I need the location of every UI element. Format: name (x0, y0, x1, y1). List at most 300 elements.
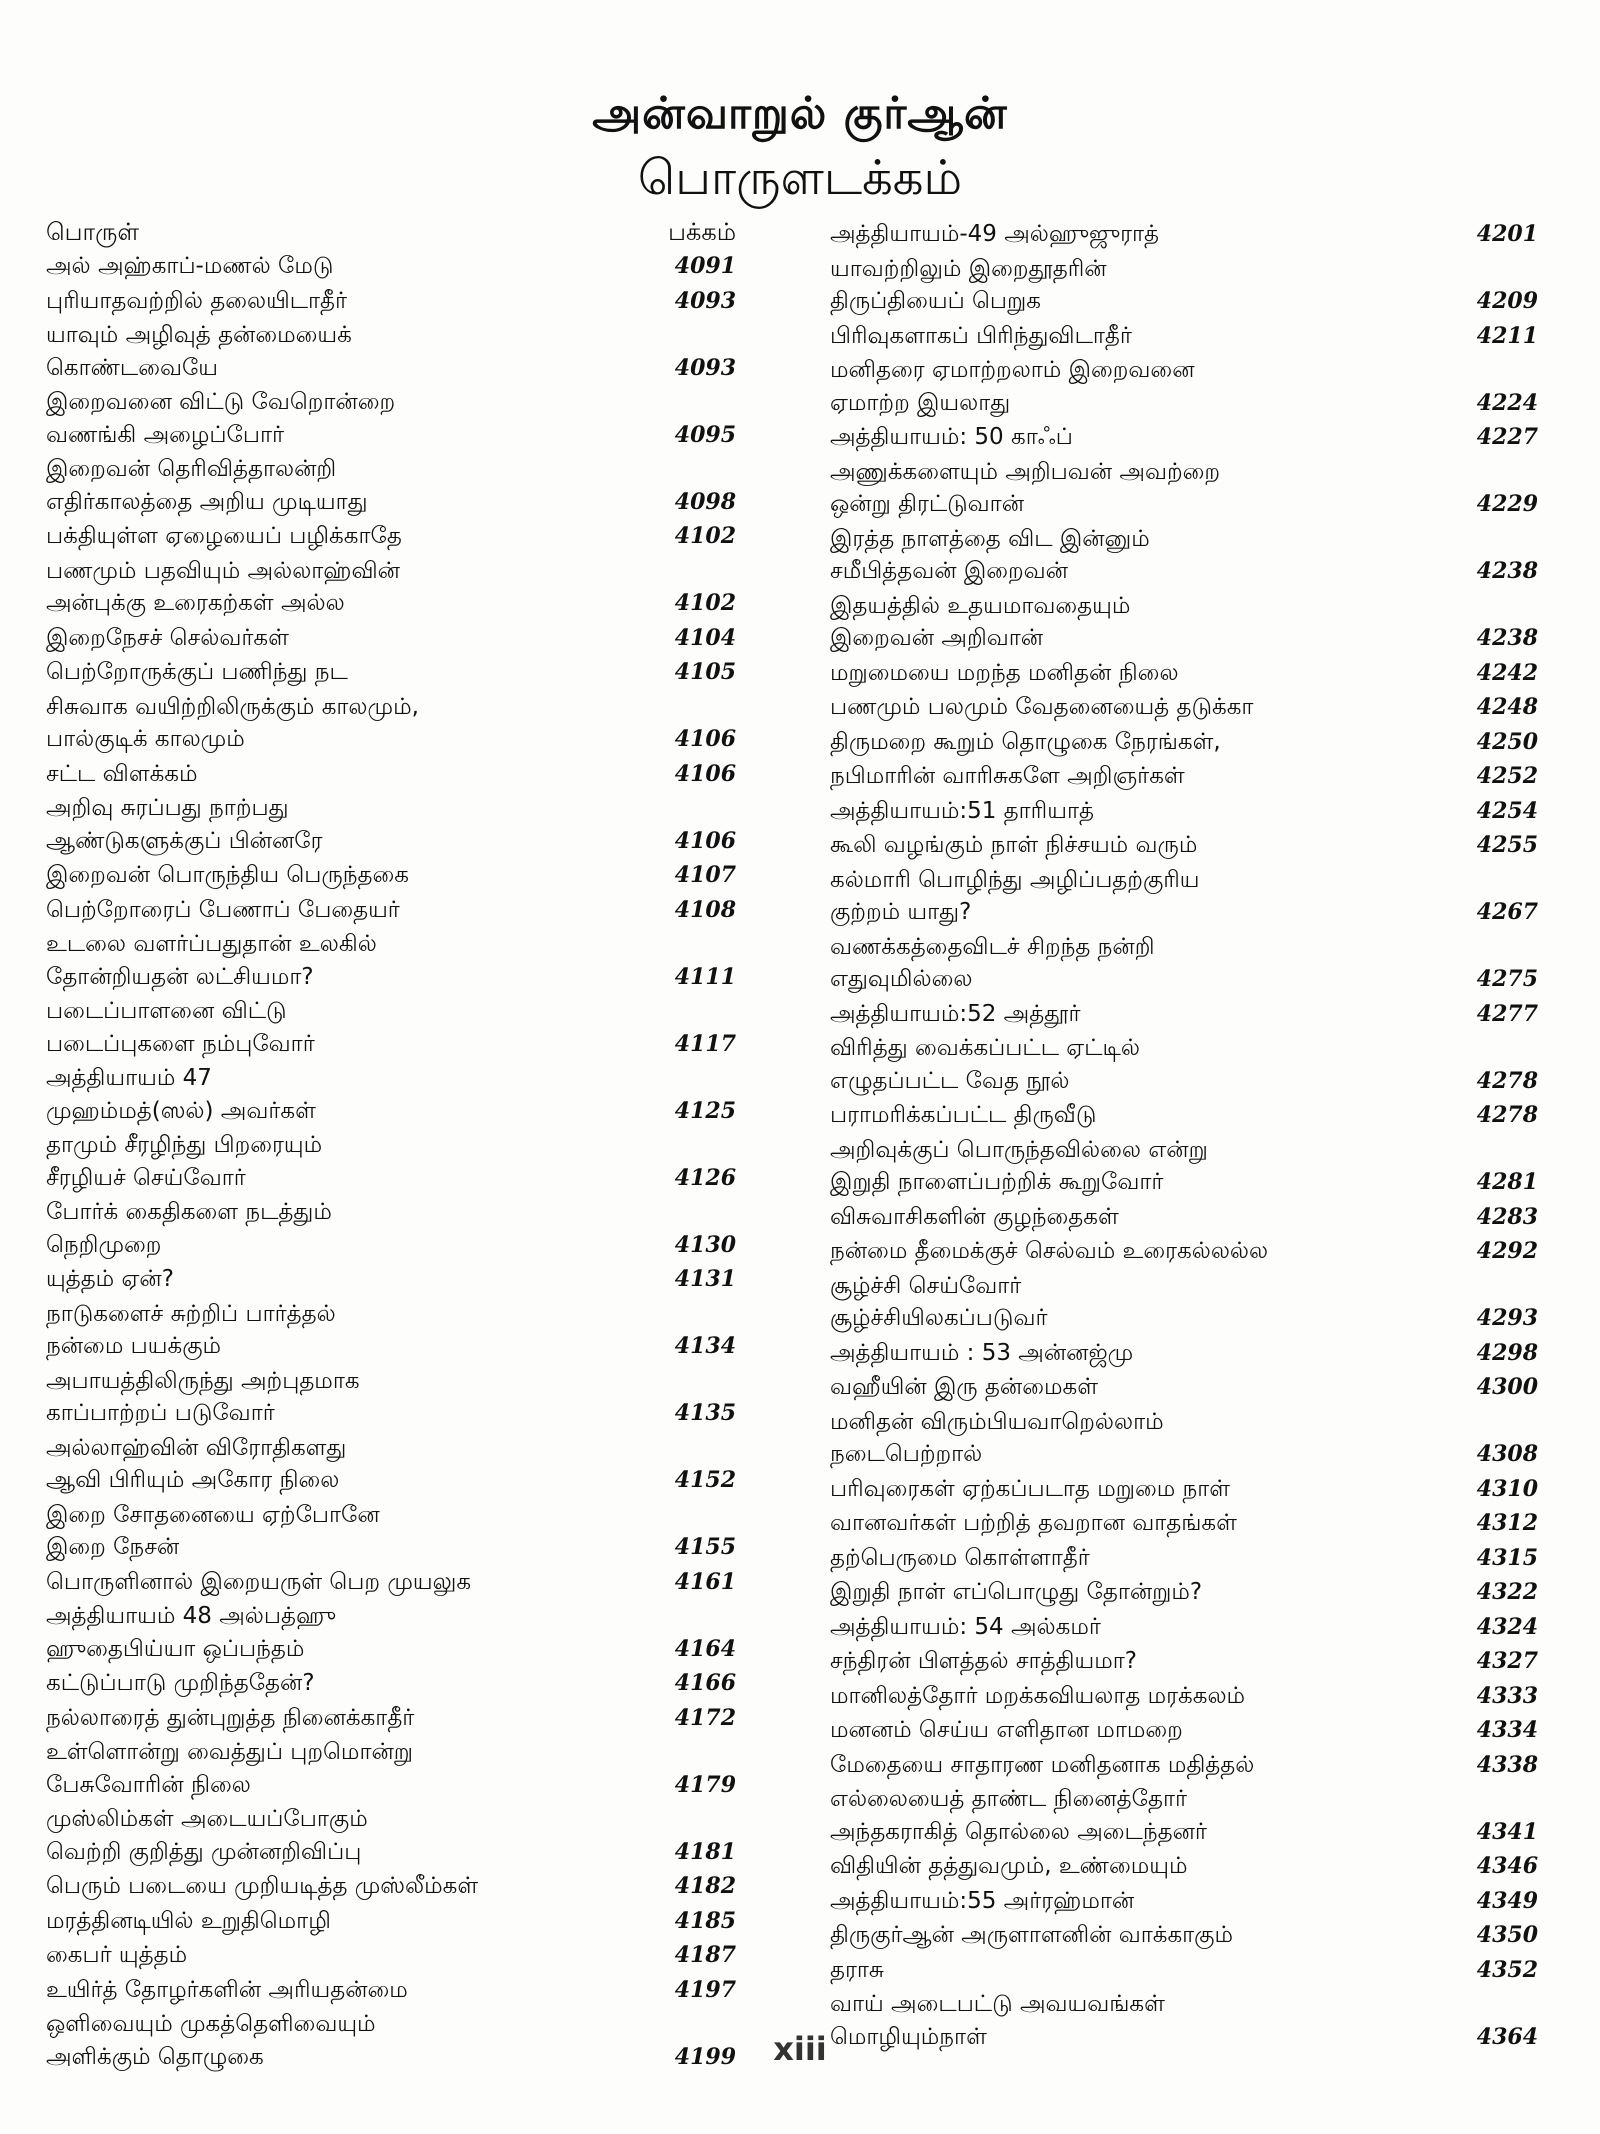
toc-entry-page: 4238 (1476, 558, 1538, 584)
toc-entry-line: பெற்றோரைப் பேணாப் பேதையர் (46, 896, 400, 923)
toc-entry-line: அத்தியாயம்:55 அர்ரஹ்மான் (830, 1887, 1135, 1914)
toc-entry-line: வஹீயின் இரு தன்மைகள் (830, 1374, 1098, 1400)
toc-entry-line: அத்தியாயம்:52 அத்தூர் (830, 1000, 1081, 1027)
toc-entry-line: வானவர்கள் பற்றித் தவறான வாதங்கள் (830, 1510, 1237, 1536)
toc-entry-title (830, 829, 1428, 862)
toc-entry-line: திருகுர்ஆன் அருளாளனின் வாக்காகும் (830, 1922, 1233, 1948)
toc-entry-line: இறைவன் அறிவான் (830, 625, 1044, 651)
toc-entry (830, 1850, 1538, 1883)
toc-entry-line: மரத்தினடியில் உறுதிமொழி (46, 1907, 331, 1934)
toc-entry-line: வெற்றி குறித்து முன்னறிவிப்பு (46, 1838, 362, 1865)
toc-entry (46, 1566, 736, 1599)
toc-entry (830, 1406, 1538, 1471)
toc-entry-page: 4227 (1476, 424, 1538, 450)
toc-entry (830, 1337, 1538, 1370)
toc-entry-title (830, 1473, 1428, 1506)
toc-entry (830, 590, 1538, 655)
toc-entry-title (830, 320, 1428, 353)
toc-entry-title (46, 285, 626, 318)
toc-entry-line: படைப்பாளனை விட்டு (46, 998, 287, 1024)
toc-entry-title (830, 354, 1428, 419)
toc-entry-line: பரிவுரைகள் ஏற்கப்படாத மறுமை நாள் (830, 1475, 1231, 1502)
toc-entry-title (46, 1939, 626, 1972)
toc-entry-line: நன்மை தீமைக்குச் செல்வம் உரைகல்லல்ல (830, 1238, 1269, 1264)
toc-entry-line: உயிர்த் தோழர்களின் அரியதன்மை (46, 1976, 408, 2003)
toc-entry-line: மறுமையை மறந்த மனிதன் நிலை (830, 659, 1179, 686)
toc-entry-page: 4252 (1476, 763, 1538, 789)
toc-entry-page: 4130 (674, 1231, 736, 1258)
toc-entry-page: 4091 (674, 253, 736, 279)
toc-entry (830, 1473, 1538, 1506)
toc-entry-line: நன்மை பயக்கும் (46, 1333, 222, 1359)
toc-entry-line: இறைநேசச் செல்வர்கள் (46, 624, 289, 651)
toc-entry (46, 995, 736, 1060)
toc-entry-line: இறை நேசன் (46, 1534, 180, 1560)
toc-entry-title (46, 1062, 626, 1127)
toc-entry-line: அளிக்கும் தொழுகை (46, 2043, 264, 2070)
toc-entry-line: இதயத்தில் உதயமாவதையும் (830, 592, 1131, 619)
toc-entry-page: 4199 (674, 2043, 736, 2070)
toc-entry-line: சமீபித்தவன் இறைவன் (830, 558, 1068, 584)
toc-entry-line: இரத்த நாளத்தை விட இன்னும் (830, 525, 1150, 552)
toc-entry-line: விசுவாசிகளின் குழந்தைகள் (830, 1203, 1119, 1230)
toc-entry-line: உள்ளொன்று வைத்துப் புறமொன்று (46, 1739, 413, 1765)
toc-entry-page: 4315 (1476, 1544, 1538, 1571)
toc-entry (830, 726, 1538, 759)
page-number: xiii (773, 2030, 827, 2068)
toc-entry-line: அறிவுக்குப் பொருந்தவில்லை என்று (830, 1136, 1208, 1163)
toc-entry-title (46, 1196, 626, 1261)
toc-entry-page: 4224 (1476, 389, 1538, 416)
toc-entry-page: 4095 (674, 421, 736, 448)
toc-entry-page: 4182 (674, 1873, 736, 1899)
toc-entry-title (830, 864, 1428, 929)
toc-entry-page: 4312 (1476, 1510, 1538, 1536)
toc-entry (46, 285, 736, 318)
toc-entry-line: அத்தியாயம்:51 தாரியாத் (830, 797, 1094, 824)
toc-entry-line: எழுதப்பட்ட வேத நூல் (830, 1067, 1070, 1094)
toc-entry-title (46, 792, 626, 857)
toc-entry-line: திருமறை கூறும் தொழுகை நேரங்கள், (830, 728, 1221, 755)
toc-entry-line: இறைவன் தெரிவித்தாலன்றி (46, 456, 337, 482)
toc-entry-page: 4308 (1476, 1441, 1538, 1467)
toc-entry (46, 1298, 736, 1363)
topic-header: பொருள் (46, 218, 139, 246)
toc-entry-line: புரியாதவற்றில் தலையிடாதீர் (46, 287, 348, 314)
toc-entry-line: அபாயத்திலிருந்து அற்புதமாக (46, 1367, 360, 1394)
toc-entry-line: அந்தகராகித் தொல்லை அடைந்தனர் (830, 1818, 1207, 1845)
toc-entry-title (830, 998, 1428, 1031)
toc-entry-page: 4349 (1476, 1887, 1538, 1914)
toc-left-column (46, 218, 736, 2075)
toc-entry-page: 4166 (674, 1670, 736, 1696)
toc-entry (46, 1062, 736, 1127)
toc-entry-line: தற்பெருமை கொள்ளாதீர் (830, 1544, 1090, 1571)
toc-entry-line: அன்புக்கு உரைகற்கள் அல்ல (46, 590, 345, 616)
toc-entry-title (830, 253, 1428, 318)
toc-entry-title (830, 1576, 1428, 1609)
toc-entry (46, 1499, 736, 1564)
toc-entry (46, 1263, 736, 1296)
toc-entry (830, 320, 1538, 353)
toc-entry-title (46, 1803, 626, 1868)
toc-entry-title (46, 555, 626, 620)
toc-entry-line: அத்தியாயம் 47 (46, 1065, 212, 1091)
toc-entry-page: 4298 (1476, 1339, 1538, 1366)
toc-entry-title (46, 691, 626, 756)
toc-entry (46, 1702, 736, 1735)
toc-entry (46, 1432, 736, 1497)
toc-entry (46, 1667, 736, 1700)
toc-entry (46, 1600, 736, 1665)
toc-entry-line: படைப்புகளை நம்புவோர் (46, 1030, 315, 1057)
toc-entry-title (830, 523, 1428, 588)
toc-entry-line: தராசு (830, 1956, 884, 1983)
toc-entry (830, 218, 1538, 251)
toc-entry-line: கல்மாரி பொழிந்து அழிப்பதற்குரிய (830, 866, 1200, 893)
toc-entry-line: சூழ்ச்சியிலகப்படுவர் (830, 1305, 1048, 1331)
toc-entry-title (830, 1371, 1428, 1404)
toc-entry (46, 691, 736, 756)
toc-entry-title (830, 657, 1428, 690)
toc-entry-line: கைபர் யுத்தம் (46, 1942, 188, 1968)
toc-entry (46, 319, 736, 384)
toc-entry-page: 4125 (674, 1097, 736, 1124)
toc-entry (46, 859, 736, 892)
toc-entry-line: பெற்றோருக்குப் பணிந்து நட (46, 659, 348, 685)
toc-entry-page: 4093 (674, 354, 736, 381)
toc-entry-line: அத்தியாயம்: 54 அல்கமர் (830, 1613, 1101, 1640)
toc-entry-page: 4327 (1476, 1648, 1538, 1674)
toc-entry-title (830, 1099, 1428, 1132)
toc-entry-line: விதியின் தத்துவமும், உண்மையும் (830, 1853, 1188, 1879)
toc-entry-title (46, 1365, 626, 1430)
toc-entry-line: வணக்கத்தைவிடச் சிறந்த நன்றி (830, 933, 1155, 960)
toc-entry-line: அணுக்களையும் அறிபவன் அவற்றை (830, 458, 1221, 485)
toc-entry (830, 1611, 1538, 1644)
toc-entry-line: பெரும் படையை முறியடித்த முஸ்லீம்கள் (46, 1873, 479, 1899)
toc-entry-title (46, 453, 626, 518)
toc-entry (830, 1371, 1538, 1404)
toc-entry (46, 928, 736, 993)
toc-entry (46, 894, 736, 927)
toc-entry-line: காப்பாற்றப் படுவோர் (46, 1400, 275, 1426)
toc-entry (830, 1270, 1538, 1335)
toc-entry-page: 4161 (674, 1568, 736, 1595)
toc-entry-page: 4117 (674, 1030, 736, 1057)
toc-entry-page: 4105 (674, 659, 736, 685)
toc-entry-title (830, 1542, 1428, 1575)
toc-entry (830, 1714, 1538, 1747)
toc-entry (830, 1201, 1538, 1234)
toc-entry-page: 4135 (674, 1400, 736, 1426)
toc-entry-line: பிரிவுகளாகப் பிரிந்துவிடாதீர் (830, 322, 1132, 349)
toc-entry (830, 1032, 1538, 1097)
toc-entry (830, 523, 1538, 588)
toc-entry (830, 1542, 1538, 1575)
toc-entry-page: 4155 (674, 1534, 736, 1560)
toc-entry-line: குற்றம் யாது? (830, 899, 972, 925)
toc-entry-page: 4201 (1476, 221, 1538, 247)
toc-entry-page: 4322 (1476, 1579, 1538, 1605)
toc-entry-page: 4238 (1476, 625, 1538, 651)
toc-entry-line: பால்குடிக் காலமும் (46, 726, 245, 752)
toc-entry-page: 4338 (1476, 1751, 1538, 1778)
toc-entry-title (46, 1129, 626, 1194)
toc-entry-page: 4181 (674, 1838, 736, 1865)
toc-entry (830, 691, 1538, 724)
toc-entry-page: 4164 (674, 1635, 736, 1662)
toc-entry-page: 4209 (1476, 288, 1538, 314)
toc-entry-title (830, 1714, 1428, 1747)
toc-entry-line: மானிலத்தோர் மறக்கவியலாத மரக்கலம் (830, 1682, 1246, 1709)
page-header: பக்கம் (668, 218, 736, 246)
toc-entry-title (830, 1406, 1428, 1471)
toc-entry (46, 1939, 736, 1972)
toc-entry-line: பராமரிக்கப்பட்ட திருவீடு (830, 1102, 1097, 1128)
toc-entry-line: இறுதி நாள் எப்பொழுது தோன்றும்? (830, 1579, 1203, 1605)
toc-entry-line: மேதையை சாதாரண மனிதனாக மதித்தல் (830, 1751, 1255, 1778)
toc-entry-line: எதுவுமில்லை (830, 966, 973, 992)
toc-entry-line: மனிதரை ஏமாற்றலாம் இறைவனை (830, 357, 1195, 383)
toc-entry-title (830, 456, 1428, 521)
toc-entry-page: 4324 (1476, 1613, 1538, 1640)
toc-entry-line: மனிதன் விரும்பியவாறெல்லாம் (830, 1408, 1164, 1435)
toc-entry-page: 4248 (1476, 694, 1538, 720)
toc-entry-page: 4106 (674, 827, 736, 854)
toc-entry-line: அத்தியாயம் 48 அல்பத்ஹு (46, 1603, 337, 1629)
toc-entry (830, 1134, 1538, 1199)
toc-entry (830, 1954, 1538, 1987)
toc-entry-title (830, 691, 1428, 724)
toc-entry-page: 4197 (674, 1976, 736, 2003)
toc-entry-title (830, 760, 1428, 793)
toc-entry-line: ஹுதைபிய்யா ஒப்பந்தம் (46, 1635, 305, 1662)
toc-entry-page: 4126 (674, 1164, 736, 1191)
toc-entry-title (46, 319, 626, 384)
toc-entry (46, 792, 736, 857)
toc-entry-page: 4108 (674, 896, 736, 923)
toc-entry-title (46, 1870, 626, 1903)
toc-entry-page: 4093 (674, 287, 736, 314)
toc-entry-title (46, 520, 626, 553)
toc-entry-line: தாமும் சீரழிந்து பிறரையும் (46, 1132, 323, 1158)
toc-entry-title (46, 1905, 626, 1938)
toc-entry-page: 4281 (1476, 1169, 1538, 1195)
toc-entry-line: போர்க் கைதிகளை நடத்தும் (46, 1199, 332, 1225)
toc-entry-line: பொருளினால் இறையருள் பெற முயலுக (46, 1568, 472, 1595)
toc-entry-line: இறைவனை விட்டு வேறொன்றை (46, 389, 396, 415)
toc-entry-line: எல்லையைத் தாண்ட நினைத்தோர் (830, 1786, 1187, 1812)
toc-entry-title (46, 1298, 626, 1363)
toc-entry-page: 4278 (1476, 1067, 1538, 1094)
toc-entry-line: இறை சோதனையை ஏற்போனே (46, 1501, 380, 1528)
toc-entry-title (46, 1263, 626, 1296)
toc-entry-title (46, 1974, 626, 2007)
contents-heading: பொருளடக்கம் (637, 150, 963, 206)
toc-entry-line: ஆண்டுகளுக்குப் பின்னரே (46, 827, 323, 854)
toc-entry-title (830, 1919, 1428, 1952)
toc-entry-page: 4179 (674, 1771, 736, 1798)
toc-entry-title (46, 1702, 626, 1735)
toc-entry-page: 4277 (1476, 1000, 1538, 1027)
toc-entry-title (830, 1783, 1428, 1848)
toc-entry-page: 4102 (674, 590, 736, 616)
toc-entry-line: சிசுவாக வயிற்றிலிருக்கும் காலமும், (46, 693, 419, 720)
toc-entry (830, 1099, 1538, 1132)
toc-entry-line: நாடுகளைச் சுற்றிப் பார்த்தல் (46, 1300, 336, 1327)
book-title: அன்வாறுல் குர்ஆன் (592, 88, 1008, 139)
toc-entry-title (830, 1337, 1428, 1370)
toc-entry-line: நபிமாரின் வாரிசுகளே அறிஞர்கள் (830, 763, 1185, 789)
toc-entry (830, 931, 1538, 996)
toc-entry (830, 1783, 1538, 1848)
toc-entry-page: 4229 (1476, 491, 1538, 517)
toc-entry-line: அல்லாஹ்வின் விரோதிகளது (46, 1434, 347, 1461)
toc-entry-title (46, 1667, 626, 1700)
toc-entry-title (830, 1645, 1428, 1678)
toc-entry-title (830, 1032, 1428, 1097)
toc-entry-line: கட்டுப்பாடு முறிந்ததேன்? (46, 1670, 315, 1696)
toc-entry-page: 4250 (1476, 728, 1538, 755)
toc-entry-title (830, 1749, 1428, 1782)
toc-entry-title (830, 931, 1428, 996)
toc-entry-title (46, 758, 626, 791)
toc-entry (46, 758, 736, 791)
toc-entry-page: 4255 (1476, 832, 1538, 858)
toc-entry (830, 1919, 1538, 1952)
toc-entry-line: சீரழியச் செய்வோர் (46, 1164, 246, 1191)
toc-entry-title (46, 1432, 626, 1497)
toc-entry-page: 4278 (1476, 1102, 1538, 1128)
toc-entry-page: 4350 (1476, 1922, 1538, 1948)
toc-entry (46, 1974, 736, 2007)
toc-entry-page: 4310 (1476, 1475, 1538, 1502)
toc-entry-line: ஆவி பிரியும் அகோர நிலை (46, 1467, 340, 1493)
toc-entry-title (46, 995, 626, 1060)
toc-entry-line: வணங்கி அழைப்போர் (46, 421, 285, 448)
toc-entry (46, 656, 736, 689)
toc-entry-page: 4152 (674, 1467, 736, 1493)
toc-entry (46, 622, 736, 655)
toc-entry (830, 1576, 1538, 1609)
toc-entry-title (46, 656, 626, 689)
toc-entry (830, 760, 1538, 793)
toc-entry-title (830, 421, 1428, 454)
toc-entry-page: 4346 (1476, 1853, 1538, 1879)
toc-entry-title (46, 1736, 626, 1801)
toc-entry-page: 4352 (1476, 1956, 1538, 1983)
toc-entry (46, 250, 736, 283)
toc-entry-page: 4334 (1476, 1717, 1538, 1743)
toc-entry (46, 1196, 736, 1261)
toc-entry-page: 4187 (674, 1942, 736, 1968)
toc-entry-line: யுத்தம் ஏன்? (46, 1266, 174, 1292)
toc-entry-title (830, 1270, 1428, 1335)
toc-entry-title (46, 1499, 626, 1564)
toc-entry-line: அத்தியாயம்-49 அல்ஹுஜுராத் (830, 221, 1160, 247)
toc-entry-line: இறுதி நாளைப்பற்றிக் கூறுவோர் (830, 1169, 1164, 1195)
toc-entry-title (46, 928, 626, 993)
toc-entry-page: 4102 (674, 523, 736, 549)
toc-entry-page: 4098 (674, 488, 736, 515)
toc-entry (830, 829, 1538, 862)
toc-entry (830, 456, 1538, 521)
toc-entry-line: திருப்தியைப் பெறுக (830, 288, 1041, 314)
toc-entry (46, 520, 736, 553)
toc-entry-line: விரித்து வைக்கப்பட்ட ஏட்டில் (830, 1035, 1140, 1061)
toc-entry-title (830, 590, 1428, 655)
toc-entry (830, 657, 1538, 690)
toc-entry (830, 421, 1538, 454)
toc-entry-title (830, 1134, 1428, 1199)
toc-entry-page: 4172 (674, 1704, 736, 1731)
toc-entry-page: 4300 (1476, 1374, 1538, 1400)
toc-entry-line: இறைவன் பொருந்திய பெருந்தகை (46, 862, 409, 888)
toc-entry-line: தோன்றியதன் லட்சியமா? (46, 963, 314, 990)
toc-entry-title (830, 1850, 1428, 1883)
toc-entry (830, 795, 1538, 828)
toc-entry-title (46, 894, 626, 927)
toc-entry-title (46, 859, 626, 892)
toc-entry-title (46, 1566, 626, 1599)
toc-entry-line: நடைபெற்றால் (830, 1441, 983, 1467)
toc-entry (46, 1905, 736, 1938)
toc-entry-line: நெறிமுறை (46, 1231, 162, 1258)
toc-entry-line: முஹம்மத்(ஸல்) அவர்கள் (46, 1097, 316, 1124)
toc-entry-page: 4293 (1476, 1305, 1538, 1331)
toc-entry-line: அறிவு சுரப்பது நாற்பது (46, 795, 289, 821)
toc-entry-title (830, 1680, 1428, 1713)
toc-entry (830, 1885, 1538, 1918)
toc-entry-page: 4364 (1476, 2023, 1538, 2050)
toc-entry (46, 453, 736, 518)
toc-entry-line: ஒன்று திரட்டுவான் (830, 491, 1025, 517)
toc-entry-page: 4292 (1476, 1238, 1538, 1264)
toc-entry-line: எதிர்காலத்தை அறிய முடியாது (46, 488, 368, 515)
toc-entry-page: 4267 (1476, 899, 1538, 925)
toc-entry-line: கூலி வழங்கும் நாள் நிச்சயம் வரும் (830, 832, 1198, 858)
toc-entry-line: கொண்டவையே (46, 354, 219, 381)
toc-entry-page: 4275 (1476, 966, 1538, 992)
toc-entry-line: மொழியும்நாள் (830, 2023, 987, 2050)
toc-entry-page: 4106 (674, 760, 736, 787)
toc-entry-page: 4104 (674, 624, 736, 651)
toc-entry-line: பக்தியுள்ள ஏழையைப் பழிக்காதே (46, 523, 402, 549)
toc-entry (830, 1235, 1538, 1268)
toc-entry (830, 1645, 1538, 1678)
toc-entry-page: 4242 (1476, 659, 1538, 686)
toc-entry-page: 4107 (674, 862, 736, 888)
column-header (46, 218, 736, 246)
toc-entry-line: சட்ட விளக்கம் (46, 760, 198, 787)
toc-entry-line: அத்தியாயம்: 50 காஃப் (830, 424, 1073, 450)
toc-entry-page: 4111 (674, 963, 736, 990)
toc-entry-title (830, 1885, 1428, 1918)
toc-entry (46, 555, 736, 620)
toc-entry-title (830, 218, 1428, 251)
toc-entry-page: 4134 (674, 1333, 736, 1359)
toc-right-column (830, 218, 1538, 2055)
toc-entry-page: 4341 (1476, 1818, 1538, 1845)
toc-entry-page: 4131 (674, 1266, 736, 1292)
toc-entry-title (830, 726, 1428, 759)
toc-entry-line: அத்தியாயம் : 53 அன்னஜ்மு (830, 1339, 1134, 1366)
toc-entry-line: பணமும் பலமும் வேதனையைத் தடுக்கா (830, 694, 1254, 720)
toc-entry-title (830, 1507, 1428, 1540)
toc-entry-line: ஏமாற்ற இயலாது (830, 389, 1011, 416)
toc-entry-line: அல் அஹ்காப்-மணல் மேடு (46, 253, 334, 279)
